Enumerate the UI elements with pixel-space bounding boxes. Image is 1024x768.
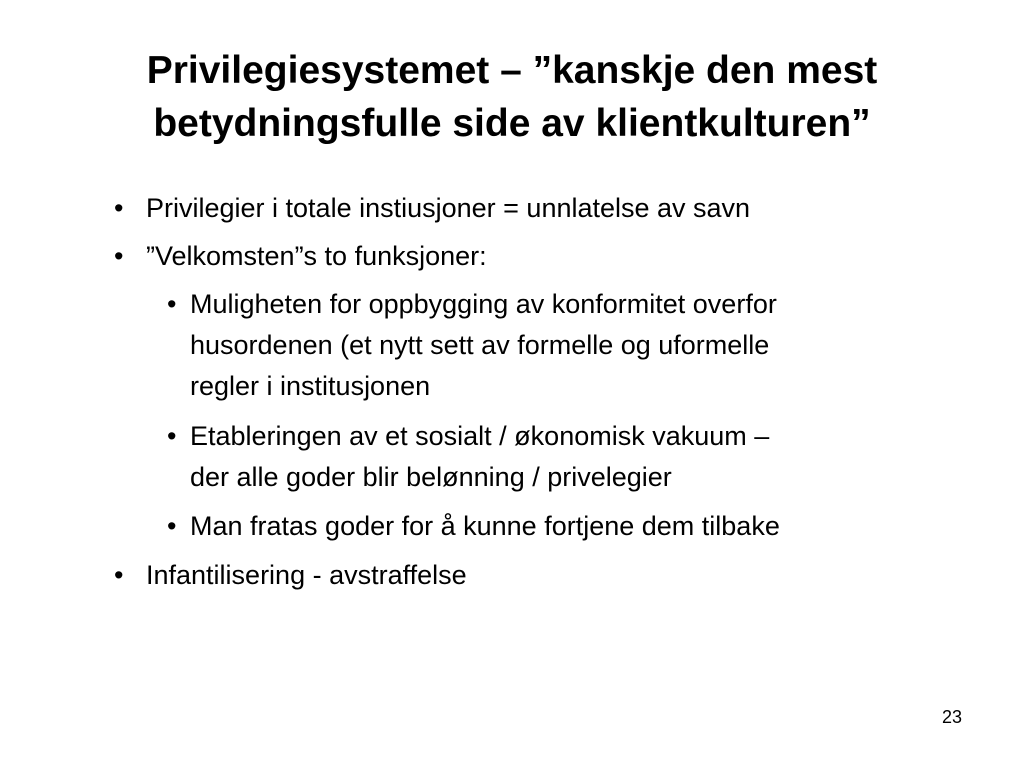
bullet-text: Infantilisering - avstraffelse (146, 560, 467, 590)
sub-bullet-icon: • (167, 421, 177, 451)
bullet-icon: • (114, 193, 124, 223)
bullet-text: ”Velkomsten”s to funksjoner: (146, 241, 487, 271)
sub-bullet-text-line: regler i institusjonen (190, 371, 431, 401)
page-number: 23 (941, 707, 962, 727)
sub-bullet-text-line: Etableringen av et sosialt / økonomisk vakuum – (190, 421, 770, 451)
sub-bullet-icon: • (167, 511, 177, 541)
sub-bullet-item-muligheten (167, 284, 777, 407)
sub-bullet-item-etableringen (167, 416, 770, 498)
bullet-icon: • (114, 241, 124, 271)
sub-bullet-text-line: Man fratas goder for å kunne fortjene dem tilbake (190, 511, 780, 541)
bullet-item-infantilisering (114, 557, 467, 593)
bullet-text: Privilegier i totale instiusjoner = unnlatelse av savn (146, 193, 751, 223)
slide-title-line-1: Privilegiesystemet – ”kanskje den mest (146, 49, 878, 92)
sub-bullet-text-line: husordenen (et nytt sett av formelle og uformelle (190, 330, 770, 360)
bullet-icon: • (114, 560, 124, 590)
slide-title-line-2: betydningsfulle side av klientkulturen” (153, 102, 871, 145)
sub-bullet-icon: • (167, 289, 177, 319)
bullet-item-velkomsten (114, 238, 487, 274)
bullet-item-privilegier (114, 190, 751, 226)
sub-bullet-text-line: Muligheten for oppbygging av konformitet overfor (190, 289, 777, 319)
sub-bullet-item-man-fratas (167, 506, 780, 547)
sub-bullet-text-line: der alle goder blir belønning / privelegier (190, 462, 672, 492)
